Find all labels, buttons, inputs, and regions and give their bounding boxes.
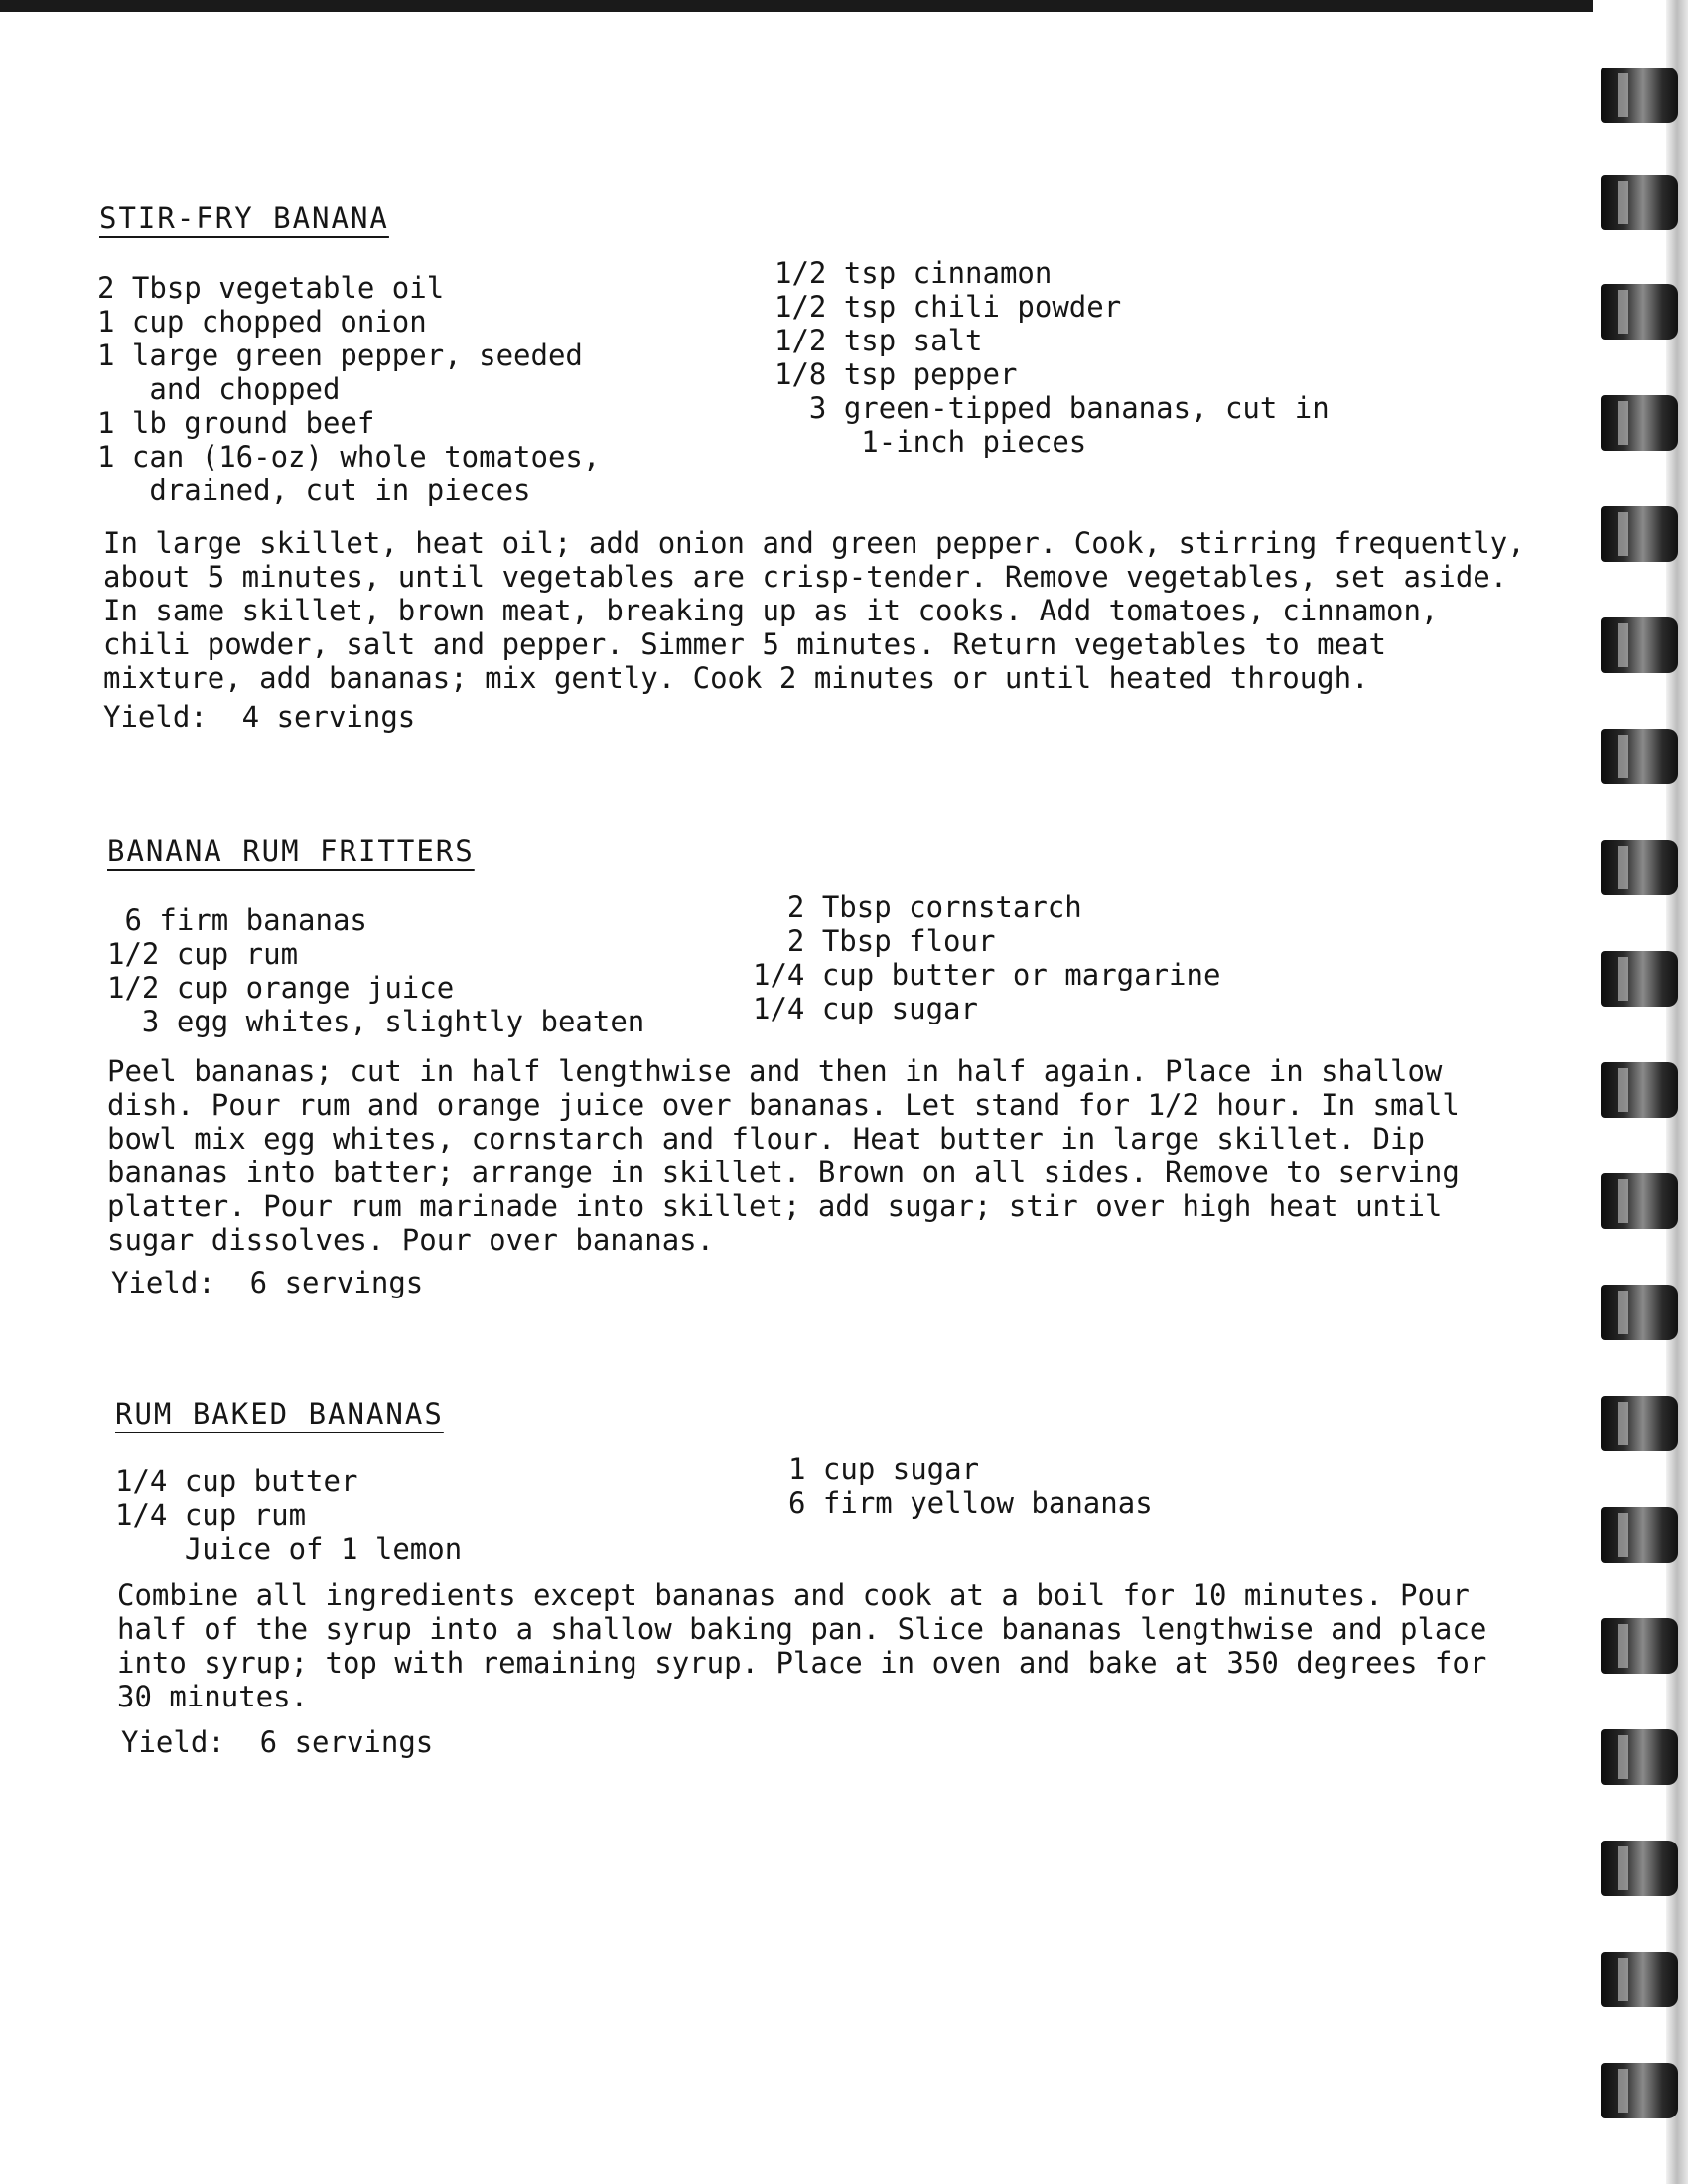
ingredient-line: 6 firm bananas [107, 903, 367, 937]
method-line: Peel bananas; cut in half lengthwise and then in half again. Place in shallow [107, 1054, 1443, 1088]
ingredient-line: 1-inch pieces [774, 425, 1087, 459]
recipe-title: BANANA RUM FRITTERS [107, 834, 475, 868]
ingredient-line: 1 large green pepper, seeded [97, 339, 583, 372]
ingredient-line: Juice of 1 lemon [115, 1532, 463, 1566]
method-line: mixture, add bananas; mix gently. Cook 2 minutes or until heated through. [103, 661, 1369, 695]
method-line: In same skillet, brown meat, breaking up as it cooks. Add tomatoes, cinnamon, [103, 594, 1439, 627]
spiral-binding [1593, 0, 1688, 2184]
method-line: dish. Pour rum and orange juice over bananas. Let stand for 1/2 hour. In small [107, 1088, 1460, 1122]
binding-coil [1601, 729, 1678, 784]
recipe-yield: Yield: 6 servings [121, 1725, 434, 1759]
binding-coil [1601, 506, 1678, 562]
method-line: half of the syrup into a shallow baking pan. Slice bananas lengthwise and place [117, 1612, 1487, 1646]
ingredient-line: 6 firm yellow bananas [788, 1486, 1153, 1520]
ingredient-line: 2 Tbsp flour [753, 924, 996, 958]
recipe-method [117, 1578, 1486, 1713]
method-line: into syrup; top with remaining syrup. Place in oven and bake at 350 degrees for [117, 1646, 1487, 1680]
ingredient-line: 1/2 tsp cinnamon [774, 256, 1053, 290]
recipe-yield: Yield: 6 servings [111, 1266, 424, 1299]
recipe-title: RUM BAKED BANANAS [115, 1397, 444, 1431]
ingredient-line: 1/4 cup butter or margarine [753, 958, 1221, 992]
binding-coil [1601, 1507, 1678, 1563]
ingredient-line: 1/4 cup butter [115, 1464, 358, 1498]
method-line: In large skillet, heat oil; add onion and green pepper. Cook, stirring frequently, [103, 526, 1525, 560]
ingredient-line: 2 Tbsp vegetable oil [97, 271, 445, 305]
binding-coil [1601, 1729, 1678, 1785]
method-line: bananas into batter; arrange in skillet. Brown on all sides. Remove to serving [107, 1156, 1460, 1189]
method-line: chili powder, salt and pepper. Simmer 5 minutes. Return vegetables to meat [103, 627, 1387, 661]
binding-coil [1601, 1173, 1678, 1229]
method-line: platter. Pour rum marinade into skillet; add sugar; stir over high heat until [107, 1189, 1443, 1223]
ingredient-line: 1/2 tsp salt [774, 324, 983, 357]
ingredient-line: 1 cup sugar [788, 1452, 980, 1486]
binding-coil [1601, 2063, 1678, 2118]
ingredient-line: 1/4 cup rum [115, 1498, 307, 1532]
binding-coil [1601, 284, 1678, 340]
recipe-method [107, 1054, 1460, 1257]
binding-coil [1601, 840, 1678, 895]
ingredient-line: 1/2 cup rum [107, 937, 299, 971]
binding-coil [1601, 1618, 1678, 1674]
binding-coil [1601, 1285, 1678, 1340]
recipe-method [103, 526, 1525, 695]
ingredients-right-column [774, 256, 1330, 459]
binding-coil [1601, 617, 1678, 673]
binding-coil [1601, 1952, 1678, 2007]
ingredient-line: 1 lb ground beef [97, 406, 375, 440]
ingredient-line: and chopped [97, 372, 341, 406]
ingredient-line: 3 green-tipped bananas, cut in [774, 391, 1330, 425]
ingredient-line: 1/4 cup sugar [753, 992, 978, 1025]
ingredients-left-column [115, 1464, 462, 1566]
binding-coil [1601, 68, 1678, 123]
ingredient-line: 1/2 cup orange juice [107, 971, 455, 1005]
binding-coil [1601, 395, 1678, 451]
binding-coil [1601, 951, 1678, 1007]
binding-coil [1601, 1841, 1678, 1896]
method-line: about 5 minutes, until vegetables are crisp-tender. Remove vegetables, set aside. [103, 560, 1508, 594]
ingredient-line: 1/8 tsp pepper [774, 357, 1018, 391]
ingredients-right-column [788, 1452, 1153, 1520]
binding-coil [1601, 1396, 1678, 1451]
recipe-yield: Yield: 4 servings [103, 700, 416, 734]
ingredients-left-column [107, 903, 644, 1038]
binding-coil [1601, 1062, 1678, 1118]
ingredient-line: 1/2 tsp chili powder [774, 290, 1122, 324]
ingredient-line: 1 cup chopped onion [97, 305, 427, 339]
ingredient-line: 1 can (16-oz) whole tomatoes, [97, 440, 601, 474]
method-line: 30 minutes. [117, 1680, 309, 1713]
method-line: bowl mix egg whites, cornstarch and flour. Heat butter in large skillet. Dip [107, 1122, 1425, 1156]
method-line: Combine all ingredients except bananas and cook at a boil for 10 minutes. Pour [117, 1578, 1470, 1612]
method-line: sugar dissolves. Pour over bananas. [107, 1223, 715, 1257]
ingredients-right-column [753, 890, 1220, 1025]
recipe-title: STIR-FRY BANANA [99, 202, 389, 235]
ingredient-line: 3 egg whites, slightly beaten [107, 1005, 645, 1038]
ingredients-left-column [97, 271, 600, 507]
ingredient-line: drained, cut in pieces [97, 474, 531, 507]
binding-coil [1601, 175, 1678, 230]
ingredient-line: 2 Tbsp cornstarch [753, 890, 1082, 924]
